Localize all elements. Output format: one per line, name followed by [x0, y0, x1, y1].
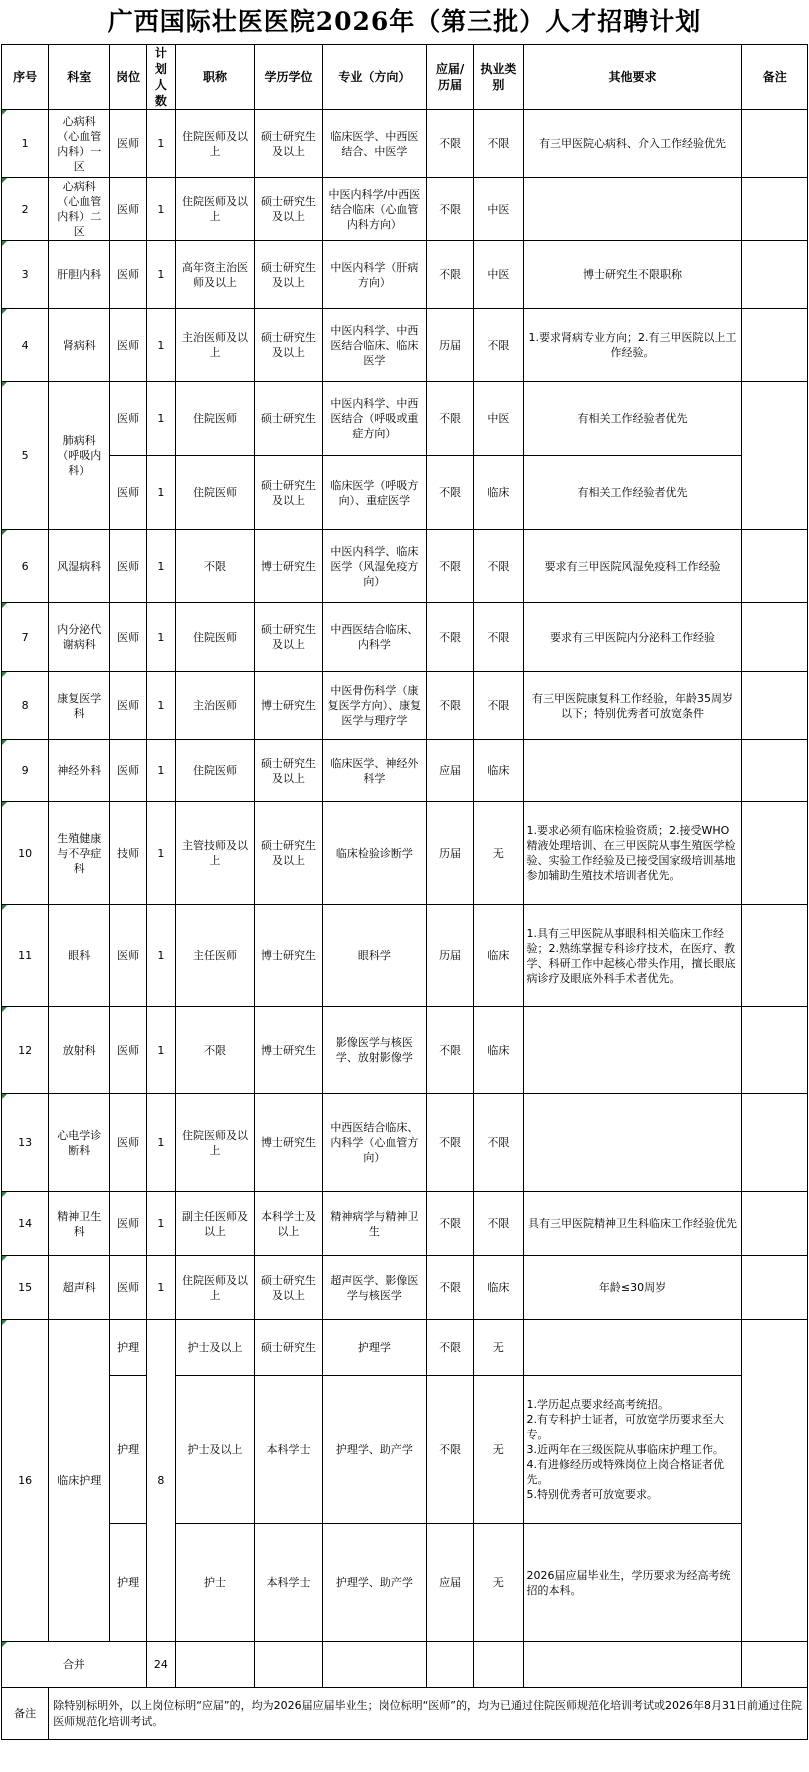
- cell-edu: 硕士研究生及以上: [255, 309, 323, 382]
- cell-grad: 不限: [426, 603, 473, 672]
- cell-seq: 10: [2, 802, 49, 905]
- cell-seq: 3: [2, 241, 49, 309]
- cell-edu: 硕士研究生及以上: [255, 110, 323, 178]
- header-post: 岗位: [110, 45, 146, 110]
- cell-edu: 本科学士: [255, 1524, 323, 1642]
- table-row: [2, 456, 808, 530]
- cell-major: 中医内科学（肝病方向）: [322, 241, 426, 309]
- cell-lic: 不限: [474, 1094, 523, 1192]
- table-row: [2, 1376, 808, 1524]
- cell-req: 有三甲医院康复科工作经验，年龄35周岁以下；特别优秀者可放宽条件: [523, 672, 742, 740]
- cell-major: 护理学、助产学: [322, 1524, 426, 1642]
- cell-grad: 不限: [426, 1007, 473, 1094]
- cell-post: 医师: [110, 1256, 146, 1320]
- cell-seq: 9: [2, 740, 49, 802]
- cell-title: 主任医师: [175, 905, 254, 1007]
- cell-req: 1.学历起点要求经高考统招。 2.有专科护士证者，可放宽学历要求至大专。 3.近两年在三级医院从事临床护理工作。 4.有进修经历或特殊岗位上岗合格证者优先。 5.特别优秀者可放宽要求。: [523, 1376, 742, 1524]
- cell-lic: 不限: [474, 110, 523, 178]
- header-title: 职称: [175, 45, 254, 110]
- cell-post: 医师: [110, 110, 146, 178]
- cell-title: 住院医师及以上: [175, 1256, 254, 1320]
- header-grad: 应届/历届: [426, 45, 473, 110]
- table-row: [2, 1320, 808, 1376]
- cell-num: 1: [146, 740, 175, 802]
- cell-remark: [742, 309, 808, 382]
- header-dept: 科室: [49, 45, 110, 110]
- cell-edu: 硕士研究生及以上: [255, 802, 323, 905]
- cell-num: 1: [146, 802, 175, 905]
- cell-post: 医师: [110, 740, 146, 802]
- cell-lic: 中医: [474, 382, 523, 456]
- cell-dept: 风湿病科: [49, 530, 110, 603]
- cell-edu: 硕士研究生: [255, 1320, 323, 1376]
- cell-req: 博士研究生不限职称: [523, 241, 742, 309]
- cell-major: 超声医学、影像医学与核医学: [322, 1256, 426, 1320]
- cell-title: 住院医师: [175, 456, 254, 530]
- cell-grad: 不限: [426, 1376, 473, 1524]
- cell-remark: [742, 905, 808, 1007]
- cell-dept: 临床护理: [49, 1320, 110, 1642]
- cell-major: 临床检验诊断学: [322, 802, 426, 905]
- total-row: [2, 1642, 808, 1688]
- cell-remark: [742, 672, 808, 740]
- header-req: 其他要求: [523, 45, 742, 110]
- cell-edu: 硕士研究生: [255, 382, 323, 456]
- cell-post: 技师: [110, 802, 146, 905]
- cell-edu: 博士研究生: [255, 672, 323, 740]
- cell-post: 医师: [110, 672, 146, 740]
- cell-req: 1.要求必须有临床检验资质；2.接受WHO精液处理培训、在三甲医院从事生殖医学检验、实验工作经验及已接受国家级培训基地参加辅助生殖技术培训者优先。: [523, 802, 742, 905]
- cell-edu: 硕士研究生及以上: [255, 178, 323, 241]
- cell-edu: 博士研究生: [255, 905, 323, 1007]
- cell-seq: 13: [2, 1094, 49, 1192]
- cell-grad: 历届: [426, 309, 473, 382]
- cell-lic: 临床: [474, 1007, 523, 1094]
- cell-num: 1: [146, 530, 175, 603]
- cell-remark: [742, 802, 808, 905]
- cell-grad: 不限: [426, 456, 473, 530]
- cell-seq: 14: [2, 1192, 49, 1256]
- cell-post: 医师: [110, 1007, 146, 1094]
- cell-num: 1: [146, 456, 175, 530]
- cell-post: 医师: [110, 241, 146, 309]
- cell-num: 1: [146, 178, 175, 241]
- cell-dept: 超声科: [49, 1256, 110, 1320]
- table-row: [2, 1094, 808, 1192]
- cell-num: 1: [146, 1192, 175, 1256]
- cell-seq: 8: [2, 672, 49, 740]
- cell-major: 精神病学与精神卫生: [322, 1192, 426, 1256]
- cell-grad: 历届: [426, 802, 473, 905]
- notes-text: 除特别标明外，以上岗位标明“应届”的，均为2026届应届毕业生；岗位标明“医师”的，均为已通过住院医师规范化培训考试或2026年8月31日前通过住院医师规范化培训考试。: [49, 1688, 808, 1740]
- cell-post: 护理: [110, 1376, 146, 1524]
- cell-title: 住院医师及以上: [175, 1094, 254, 1192]
- cell-req: 年龄≤30周岁: [523, 1256, 742, 1320]
- cell-major: 眼科学: [322, 905, 426, 1007]
- cell-grad: 不限: [426, 1256, 473, 1320]
- cell-dept: 康复医学科: [49, 672, 110, 740]
- cell-empty: [255, 1642, 323, 1688]
- cell-empty: [322, 1642, 426, 1688]
- cell-edu: 硕士研究生及以上: [255, 456, 323, 530]
- cell-remark: [742, 178, 808, 241]
- cell-title: 主治医师及以上: [175, 309, 254, 382]
- cell-lic: 无: [474, 1524, 523, 1642]
- header-remark: 备注: [742, 45, 808, 110]
- cell-post: 护理: [110, 1524, 146, 1642]
- cell-edu: 硕士研究生及以上: [255, 1256, 323, 1320]
- cell-lic: 不限: [474, 309, 523, 382]
- cell-lic: 不限: [474, 603, 523, 672]
- cell-seq: 11: [2, 905, 49, 1007]
- cell-grad: 应届: [426, 1524, 473, 1642]
- cell-edu: 博士研究生: [255, 530, 323, 603]
- cell-major: 中医内科学、中西医结合（呼吸或重症方向）: [322, 382, 426, 456]
- cell-num: 1: [146, 382, 175, 456]
- cell-dept: 神经外科: [49, 740, 110, 802]
- cell-empty: [742, 1642, 808, 1688]
- cell-title: 住院医师: [175, 603, 254, 672]
- cell-lic: 临床: [474, 905, 523, 1007]
- cell-req: [523, 178, 742, 241]
- cell-dept: 心病科（心血管内科）一区: [49, 110, 110, 178]
- cell-title: 不限: [175, 530, 254, 603]
- cell-remark: [742, 740, 808, 802]
- cell-major: 中医骨伤科学（康复医学方向）、康复医学与理疗学: [322, 672, 426, 740]
- cell-num: 1: [146, 1007, 175, 1094]
- table-row: [2, 110, 808, 178]
- table-row: [2, 530, 808, 603]
- cell-title: 副主任医师及以上: [175, 1192, 254, 1256]
- cell-edu: 硕士研究生及以上: [255, 603, 323, 672]
- cell-major: 护理学、助产学: [322, 1376, 426, 1524]
- cell-dept: 心病科（心血管内科）二区: [49, 178, 110, 241]
- cell-req: [523, 1007, 742, 1094]
- cell-remark: [742, 1320, 808, 1642]
- cell-edu: 博士研究生: [255, 1007, 323, 1094]
- cell-major: 临床医学、中西医结合、中医学: [322, 110, 426, 178]
- table-row: [2, 740, 808, 802]
- cell-major: 临床医学（呼吸方向）、重症医学: [322, 456, 426, 530]
- cell-lic: 中医: [474, 241, 523, 309]
- table-row: [2, 1192, 808, 1256]
- cell-title: 主管技师及以上: [175, 802, 254, 905]
- cell-seq: 16: [2, 1320, 49, 1642]
- cell-req: 有三甲医院心病科、介入工作经验优先: [523, 110, 742, 178]
- cell-req: [523, 740, 742, 802]
- cell-grad: 历届: [426, 905, 473, 1007]
- cell-dept: 生殖健康与不孕症科: [49, 802, 110, 905]
- cell-remark: [742, 1192, 808, 1256]
- cell-grad: 不限: [426, 672, 473, 740]
- cell-title: 住院医师: [175, 740, 254, 802]
- cell-req: 具有三甲医院精神卫生科临床工作经验优先: [523, 1192, 742, 1256]
- cell-num: 8: [146, 1320, 175, 1642]
- cell-lic: 不限: [474, 530, 523, 603]
- cell-req: 2026届应届毕业生，学历要求为经高考统招的本科。: [523, 1524, 742, 1642]
- cell-grad: 不限: [426, 241, 473, 309]
- cell-seq: 7: [2, 603, 49, 672]
- cell-dept: 心电学诊断科: [49, 1094, 110, 1192]
- cell-lic: 无: [474, 1376, 523, 1524]
- cell-grad: 不限: [426, 1094, 473, 1192]
- cell-major: 护理学: [322, 1320, 426, 1376]
- header-seq: 序号: [2, 45, 49, 110]
- cell-grad: 不限: [426, 110, 473, 178]
- cell-empty: [474, 1642, 523, 1688]
- cell-lic: 临床: [474, 740, 523, 802]
- cell-grad: 不限: [426, 1320, 473, 1376]
- cell-remark: [742, 382, 808, 530]
- notes-row: [2, 1688, 808, 1740]
- cell-seq: 4: [2, 309, 49, 382]
- cell-num: 1: [146, 603, 175, 672]
- cell-edu: 硕士研究生及以上: [255, 241, 323, 309]
- cell-num: 1: [146, 241, 175, 309]
- cell-lic: 不限: [474, 672, 523, 740]
- cell-req: [523, 1094, 742, 1192]
- cell-lic: 无: [474, 1320, 523, 1376]
- cell-lic: 不限: [474, 1192, 523, 1256]
- table-row: [2, 309, 808, 382]
- cell-post: 医师: [110, 530, 146, 603]
- cell-post: 医师: [110, 382, 146, 456]
- cell-title: 高年资主治医师及以上: [175, 241, 254, 309]
- cell-req: 1.具有三甲医院从事眼科相关临床工作经验；2.熟练掌握专科诊疗技术，在医疗、教学、科研工作中起核心带头作用，擅长眼底病诊疗及眼底外科手术者优先。: [523, 905, 742, 1007]
- header-row: [2, 45, 808, 110]
- cell-num: 1: [146, 1256, 175, 1320]
- cell-title: 护士: [175, 1524, 254, 1642]
- cell-major: 中医内科学、临床医学（风湿免疫方向）: [322, 530, 426, 603]
- cell-req: 有相关工作经验者优先: [523, 382, 742, 456]
- cell-remark: [742, 1007, 808, 1094]
- cell-dept: 精神卫生科: [49, 1192, 110, 1256]
- cell-empty: [426, 1642, 473, 1688]
- cell-remark: [742, 1256, 808, 1320]
- cell-title: 主治医师: [175, 672, 254, 740]
- cell-num: 1: [146, 309, 175, 382]
- cell-grad: 不限: [426, 1192, 473, 1256]
- cell-post: 医师: [110, 1094, 146, 1192]
- table-row: [2, 603, 808, 672]
- table-row: [2, 241, 808, 309]
- header-major: 专业（方向）: [322, 45, 426, 110]
- cell-post: 医师: [110, 178, 146, 241]
- cell-dept: 放射科: [49, 1007, 110, 1094]
- cell-remark: [742, 603, 808, 672]
- table-row: [2, 1007, 808, 1094]
- cell-seq: 15: [2, 1256, 49, 1320]
- cell-req: 有相关工作经验者优先: [523, 456, 742, 530]
- header-edu: 学历学位: [255, 45, 323, 110]
- page-title: 广西国际壮医医院2026年（第三批）人才招聘计划: [107, 7, 702, 36]
- cell-post: 医师: [110, 309, 146, 382]
- cell-empty: [175, 1642, 254, 1688]
- cell-req: [523, 1320, 742, 1376]
- table-row: [2, 672, 808, 740]
- cell-empty: [523, 1642, 742, 1688]
- cell-grad: 不限: [426, 178, 473, 241]
- cell-dept: 内分泌代谢病科: [49, 603, 110, 672]
- cell-remark: [742, 530, 808, 603]
- cell-edu: 本科学士: [255, 1376, 323, 1524]
- cell-req: 1.要求肾病专业方向；2.有三甲医院以上工作经验。: [523, 309, 742, 382]
- cell-remark: [742, 1094, 808, 1192]
- cell-lic: 临床: [474, 456, 523, 530]
- cell-lic: 中医: [474, 178, 523, 241]
- cell-num: 1: [146, 905, 175, 1007]
- cell-num: 1: [146, 1094, 175, 1192]
- cell-dept: 肝胆内科: [49, 241, 110, 309]
- cell-lic: 无: [474, 802, 523, 905]
- cell-major: 临床医学、神经外科学: [322, 740, 426, 802]
- table-row: [2, 905, 808, 1007]
- cell-num: 1: [146, 110, 175, 178]
- cell-seq: 2: [2, 178, 49, 241]
- cell-num: 1: [146, 672, 175, 740]
- cell-title: 护士及以上: [175, 1320, 254, 1376]
- total-label: 合并: [2, 1642, 147, 1688]
- cell-remark: [742, 241, 808, 309]
- table-row: [2, 802, 808, 905]
- total-num: 24: [146, 1642, 175, 1688]
- cell-major: 中医内科学、中西医结合临床、临床医学: [322, 309, 426, 382]
- cell-title: 住院医师及以上: [175, 110, 254, 178]
- cell-req: 要求有三甲医院风湿免疫科工作经验: [523, 530, 742, 603]
- cell-major: 中西医结合临床、内科学: [322, 603, 426, 672]
- cell-post: 医师: [110, 905, 146, 1007]
- cell-major: 中医内科学/中西医结合临床（心血管内科方向）: [322, 178, 426, 241]
- cell-dept: 眼科: [49, 905, 110, 1007]
- cell-edu: 博士研究生: [255, 1094, 323, 1192]
- cell-post: 医师: [110, 603, 146, 672]
- header-num: 计划人数: [146, 45, 175, 110]
- cell-major: 影像医学与核医学、放射影像学: [322, 1007, 426, 1094]
- cell-grad: 不限: [426, 530, 473, 603]
- cell-edu: 硕士研究生及以上: [255, 740, 323, 802]
- cell-remark: [742, 110, 808, 178]
- cell-lic: 临床: [474, 1256, 523, 1320]
- cell-edu: 本科学士及以上: [255, 1192, 323, 1256]
- header-lic: 执业类别: [474, 45, 523, 110]
- cell-dept: 肺病科（呼吸内科）: [49, 382, 110, 530]
- cell-seq: 12: [2, 1007, 49, 1094]
- cell-req: 要求有三甲医院内分泌科工作经验: [523, 603, 742, 672]
- cell-dept: 肾病科: [49, 309, 110, 382]
- cell-post: 医师: [110, 456, 146, 530]
- recruitment-table: [1, 44, 808, 1740]
- cell-post: 医师: [110, 1192, 146, 1256]
- table-row: [2, 178, 808, 241]
- table-row: [2, 1256, 808, 1320]
- table-row: [2, 382, 808, 456]
- cell-title: 不限: [175, 1007, 254, 1094]
- cell-title: 住院医师及以上: [175, 178, 254, 241]
- table-row: [2, 1524, 808, 1642]
- cell-grad: 不限: [426, 382, 473, 456]
- cell-seq: 6: [2, 530, 49, 603]
- cell-title: 护士及以上: [175, 1376, 254, 1524]
- cell-seq: 5: [2, 382, 49, 530]
- cell-grad: 应届: [426, 740, 473, 802]
- notes-label: 备注: [2, 1688, 49, 1740]
- cell-title: 住院医师: [175, 382, 254, 456]
- cell-seq: 1: [2, 110, 49, 178]
- cell-major: 中西医结合临床、内科学（心血管方向）: [322, 1094, 426, 1192]
- cell-post: 护理: [110, 1320, 146, 1376]
